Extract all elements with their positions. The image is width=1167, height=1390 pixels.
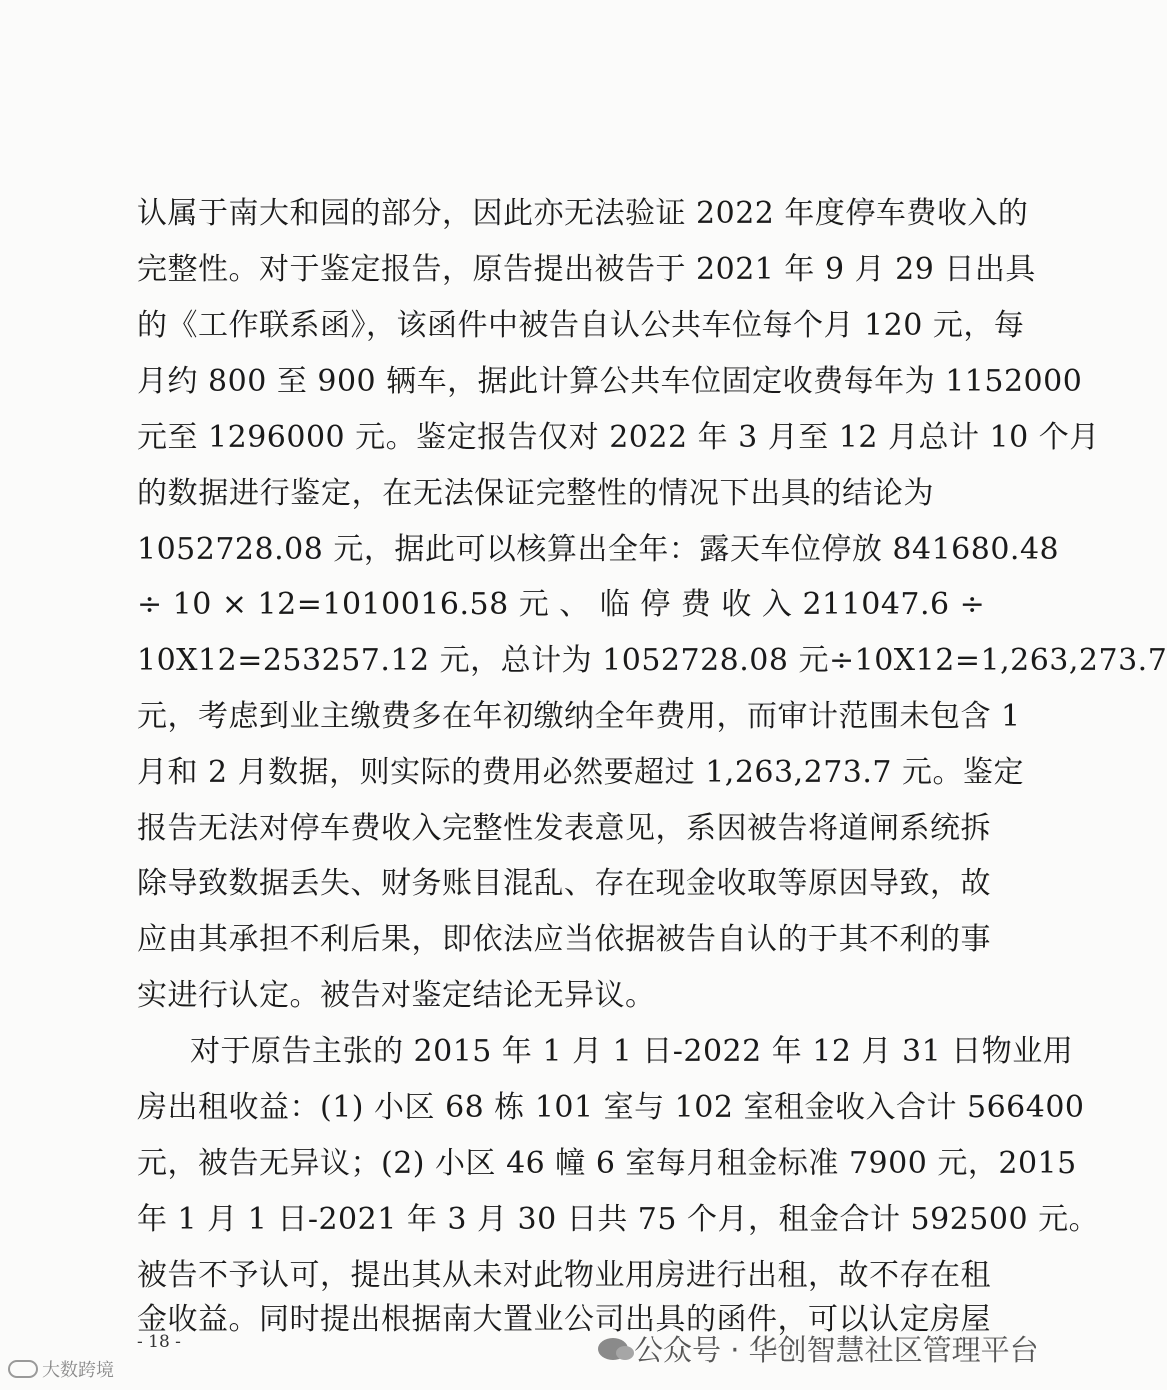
text-line: 的数据进行鉴定，在无法保证完整性的情况下出具的结论为 bbox=[137, 476, 934, 511]
text-line: 月和 2 月数据，则实际的费用必然要超过 1,263,273.7 元。鉴定 bbox=[137, 755, 1025, 790]
text-line: 的《工作联系函》，该函件中被告自认公共车位每个月 120 元，每 bbox=[137, 308, 1025, 343]
text-line: 元，被告无异议；(2) 小区 46 幢 6 室每月租金标准 7900 元，2015 bbox=[137, 1146, 1077, 1181]
text-line: 元，考虑到业主缴费多在年初缴纳全年费用，而审计范围未包含 1 bbox=[137, 699, 1021, 734]
brand-text: 大数跨境 bbox=[42, 1360, 114, 1381]
page-number: - 18 - bbox=[137, 1332, 181, 1352]
text-line: 10X12=253257.12 元，总计为 1052728.08 元÷10X12=1,263,273.7 bbox=[137, 643, 1167, 678]
text-line: 年 1 月 1 日-2021 年 3 月 30 日共 75 个月，租金合计 592500 元。 bbox=[137, 1202, 1100, 1237]
wechat-icon bbox=[598, 1338, 628, 1360]
text-line: 认属于南大和园的部分，因此亦无法验证 2022 年度停车费收入的 bbox=[137, 196, 1029, 231]
wechat-watermark bbox=[598, 1328, 1039, 1369]
text-line: 1052728.08 元，据此可以核算出全年：露天车位停放 841680.48 bbox=[137, 532, 1060, 567]
text-line: 实进行认定。被告对鉴定结论无异议。 bbox=[137, 978, 656, 1013]
text-line: 对于原告主张的 2015 年 1 月 1 日-2022 年 12 月 31 日物业用 bbox=[190, 1034, 1074, 1069]
watermark-text: 公众号 · 华创智慧社区管理平台 bbox=[634, 1333, 1039, 1367]
text-line: 金收益。同时提出根据南大置业公司出具的函件，可以认定房屋 bbox=[137, 1302, 991, 1337]
text-line: ÷ 10 × 12=1010016.58 元 、 临 停 费 收 入 211047.6 ÷ bbox=[137, 587, 986, 622]
brand-watermark bbox=[8, 1356, 114, 1382]
text-line: 月约 800 至 900 辆车，据此计算公共车位固定收费每年为 1152000 bbox=[137, 364, 1083, 399]
text-line: 应由其承担不利后果，即依法应当依据被告自认的于其不利的事 bbox=[137, 922, 991, 957]
text-line: 完整性。对于鉴定报告，原告提出被告于 2021 年 9 月 29 日出具 bbox=[137, 252, 1036, 287]
brand-logo-icon bbox=[8, 1360, 38, 1378]
text-line: 房出租收益：(1) 小区 68 栋 101 室与 102 室租金收入合计 566400 bbox=[137, 1090, 1085, 1125]
text-line: 被告不予认可，提出其从未对此物业用房进行出租，故不存在租 bbox=[137, 1258, 991, 1293]
text-line: 报告无法对停车费收入完整性发表意见，系因被告将道闸系统拆 bbox=[137, 811, 991, 846]
text-line: 除导致数据丢失、财务账目混乱、存在现金收取等原因导致，故 bbox=[137, 866, 991, 901]
text-line: 元至 1296000 元。鉴定报告仅对 2022 年 3 月至 12 月总计 10 个月 bbox=[137, 420, 1100, 455]
